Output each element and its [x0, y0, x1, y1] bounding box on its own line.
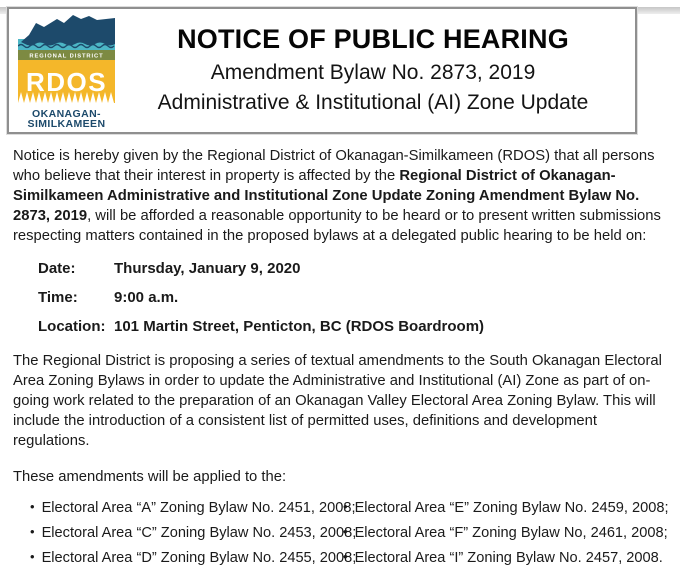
notice-body	[0, 134, 680, 575]
header-titles	[115, 24, 635, 117]
amendment-item: • Electoral Area “I” Zoning Bylaw No. 2457, 2008.	[343, 550, 669, 566]
date-value: Thursday, January 9, 2020	[114, 260, 301, 277]
amendments-list-right	[343, 500, 669, 575]
bylaw-name-bold: Regional District of Okanagan-Similkameen Administrative and Institutional Zone Update Zoning Amendment Bylaw No. 2873, 2019	[13, 168, 640, 224]
proposal-paragraph: The Regional District is proposing a series of textual amendments to the South Okanagan Electoral Area Zoning Bylaws in order to update the Administrative and Institutional (AI) Zone as part of on-going work related to the preparation of an Okanagan Valley Electoral Area Zoning Bylaw. This will include the introduction of a consistent list of permitted uses, definitions and development regulations.	[13, 353, 662, 449]
zone-update-subtitle: Administrative & Institutional (AI) Zone Update	[157, 91, 589, 114]
notice-document	[0, 7, 680, 566]
location-label: Location:	[38, 318, 106, 335]
hearing-location-row	[38, 317, 676, 337]
amendment-item: • Electoral Area “F” Zoning Bylaw No, 2461, 2008;	[343, 525, 669, 541]
amendment-item: • Electoral Area “A” Zoning Bylaw No. 2451, 2008;	[30, 500, 343, 516]
logo-rdos-acronym: RDOS	[25, 66, 108, 97]
amendments-lists	[30, 500, 676, 575]
intro-paragraph	[13, 146, 677, 246]
logo-regional-district-label: REGIONAL DISTRICT	[29, 53, 104, 59]
hearing-date-row	[38, 259, 676, 279]
date-label: Date:	[38, 260, 76, 277]
location-value: 101 Martin Street, Penticton, BC (RDOS Boardroom)	[114, 318, 485, 335]
time-label: Time:	[38, 289, 78, 306]
rdos-logo	[18, 13, 115, 129]
intro-text-before: Notice is hereby given by the Regional District of Okanagan-Similkameen (RDOS) that all persons who believe that their interest in property is affected by the	[13, 148, 655, 184]
amendment-item: • Electoral Area “D” Zoning Bylaw No. 2455, 2008;	[30, 550, 343, 566]
rdos-logo-graphic	[18, 13, 115, 129]
bylaw-subtitle: Amendment Bylaw No. 2873, 2019	[210, 61, 536, 84]
hearing-time-row	[38, 288, 676, 308]
logo-name-line1: OKANAGAN-	[32, 107, 101, 120]
amendment-item: • Electoral Area “E” Zoning Bylaw No. 2459, 2008;	[343, 500, 669, 516]
amendment-item: • Electoral Area “C” Zoning Bylaw No. 2453, 2008;	[30, 525, 343, 541]
intro-text-after: , will be afforded a reasonable opportunity to be heard or to present written submissions respecting matters contained in the proposed bylaws at a delegated public hearing to be held on:	[13, 208, 661, 244]
hearing-details	[38, 259, 676, 337]
time-value: 9:00 a.m.	[114, 289, 179, 306]
header-box	[7, 7, 637, 134]
logo-name-line2: SIMILKAMEEN	[27, 117, 106, 129]
amendments-list-left	[30, 500, 357, 575]
amendments-intro: These amendments will be applied to the:	[13, 469, 287, 485]
notice-title: NOTICE OF PUBLIC HEARING	[177, 24, 569, 54]
